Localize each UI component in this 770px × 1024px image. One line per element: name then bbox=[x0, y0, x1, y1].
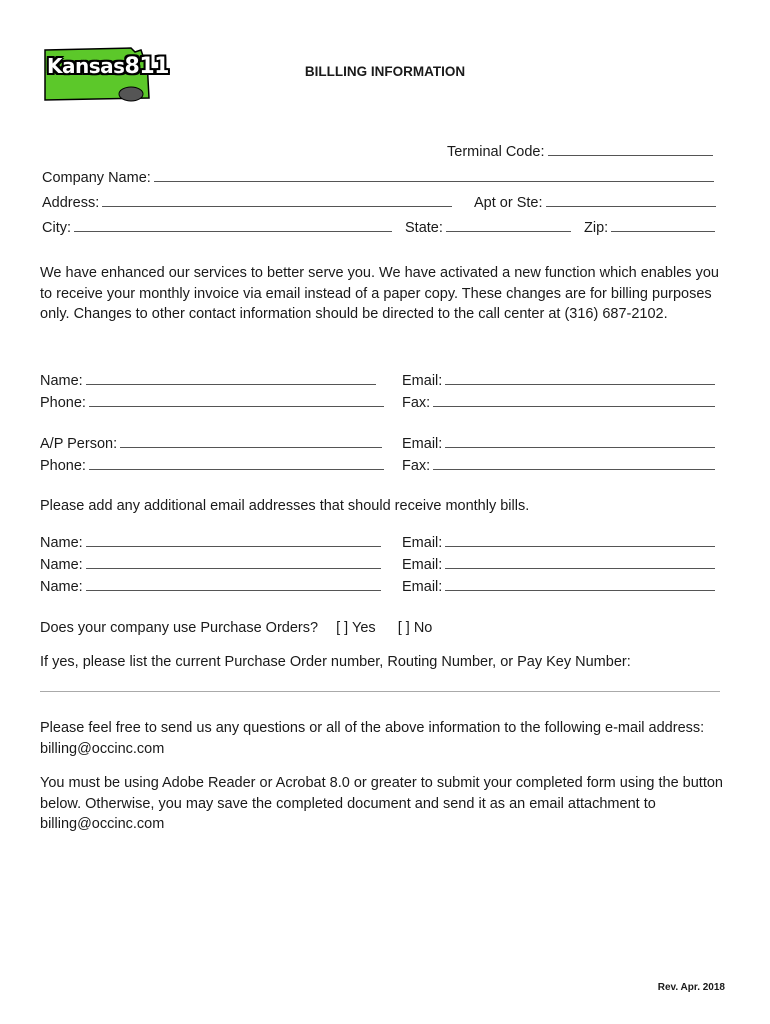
ap-person-field[interactable] bbox=[120, 447, 382, 448]
po-question-row bbox=[40, 620, 432, 636]
contact-phone-label: Phone: bbox=[40, 395, 86, 411]
zip-field[interactable] bbox=[611, 231, 715, 232]
apt-row bbox=[474, 191, 716, 211]
company-name-row bbox=[42, 166, 714, 186]
contact-email-label: Email: bbox=[402, 373, 443, 389]
contact-name-row bbox=[40, 369, 376, 389]
additional-email-field[interactable] bbox=[445, 568, 715, 569]
additional-email-field[interactable] bbox=[445, 546, 715, 547]
additional-name-field[interactable] bbox=[86, 568, 381, 569]
ap-fax-row bbox=[402, 454, 715, 474]
terminal-code-label: Terminal Code: bbox=[447, 144, 545, 160]
additional-name-label: Name: bbox=[40, 535, 83, 551]
ap-phone-label: Phone: bbox=[40, 458, 86, 474]
state-field[interactable] bbox=[446, 231, 571, 232]
contact-email-field[interactable] bbox=[445, 384, 715, 385]
company-name-label: Company Name: bbox=[42, 170, 151, 186]
terminal-code-row bbox=[447, 140, 713, 160]
apt-field[interactable] bbox=[546, 206, 716, 207]
apt-label: Apt or Ste: bbox=[474, 195, 543, 211]
terminal-code-field[interactable] bbox=[548, 155, 713, 156]
address-label: Address: bbox=[42, 195, 100, 211]
additional-name-label: Name: bbox=[40, 579, 83, 595]
additional-email-label: Email: bbox=[402, 579, 443, 595]
ap-fax-field[interactable] bbox=[433, 469, 715, 470]
contact-email-row bbox=[402, 369, 715, 389]
additional-name-label: Name: bbox=[40, 557, 83, 573]
additional-name-field[interactable] bbox=[86, 590, 381, 591]
po-question: Does your company use Purchase Orders? bbox=[40, 620, 319, 636]
po-number-field[interactable] bbox=[40, 691, 720, 692]
contact-phone-row bbox=[40, 391, 384, 411]
submit-note: You must be using Adobe Reader or Acrobat 8.0 or greater to submit your completed form using the button below. Otherwise, you may save the completed document and send it as an email attachment to billing@occinc.com bbox=[40, 775, 723, 832]
ap-phone-row bbox=[40, 454, 384, 474]
contact-fax-label: Fax: bbox=[402, 395, 431, 411]
contact-name-field[interactable] bbox=[86, 384, 376, 385]
page-title: BILLLING INFORMATION bbox=[304, 64, 466, 79]
additional-name-row-1 bbox=[40, 531, 381, 551]
additional-email-field[interactable] bbox=[445, 590, 715, 591]
city-field[interactable] bbox=[74, 231, 392, 232]
city-label: City: bbox=[42, 220, 71, 236]
additional-name-row-2 bbox=[40, 553, 381, 573]
contact-fax-row bbox=[402, 391, 715, 411]
ap-person-row bbox=[40, 432, 382, 452]
zip-row bbox=[584, 216, 715, 236]
po-no-checkbox[interactable]: [ ] No bbox=[397, 620, 433, 636]
contact-note: Please feel free to send us any questions or all of the above information to the following e-mail address: billing@occinc.com bbox=[40, 720, 705, 757]
contact-fax-field[interactable] bbox=[433, 406, 715, 407]
additional-name-field[interactable] bbox=[86, 546, 381, 547]
additional-email-label: Email: bbox=[402, 557, 443, 573]
logo-number: 811 bbox=[124, 54, 169, 79]
additional-email-row-2 bbox=[402, 553, 715, 573]
contact-name-label: Name: bbox=[40, 373, 83, 389]
ap-phone-field[interactable] bbox=[89, 469, 384, 470]
ap-email-row bbox=[402, 432, 715, 452]
additional-email-row-1 bbox=[402, 531, 715, 551]
city-row bbox=[42, 216, 392, 236]
ap-person-label: A/P Person: bbox=[40, 436, 118, 452]
zip-label: Zip: bbox=[584, 220, 609, 236]
additional-email-row-3 bbox=[402, 575, 715, 595]
logo-text: Kansas bbox=[47, 54, 125, 78]
additional-email-label: Email: bbox=[402, 535, 443, 551]
ap-email-label: Email: bbox=[402, 436, 443, 452]
address-row bbox=[42, 191, 452, 211]
revision-label: Rev. Apr. 2018 bbox=[657, 982, 725, 993]
po-yes-checkbox[interactable]: [ ] Yes bbox=[336, 620, 376, 636]
address-field[interactable] bbox=[102, 206, 452, 207]
state-row bbox=[405, 216, 571, 236]
additional-name-row-3 bbox=[40, 575, 381, 595]
intro-paragraph: We have enhanced our services to better serve you. We have activated a new function which enables you to receive your monthly invoice via email instead of a paper copy. These changes are for billing purposes only. Changes to other contact information should be directed to the call center at (316) 687-2102. bbox=[40, 265, 719, 322]
state-label: State: bbox=[405, 220, 443, 236]
company-name-field[interactable] bbox=[154, 181, 714, 182]
po-followup: If yes, please list the current Purchase Order number, Routing Number, or Pay Key Number: bbox=[40, 654, 631, 670]
additional-prompt: Please add any additional email addresses that should receive monthly bills. bbox=[40, 498, 530, 514]
ap-fax-label: Fax: bbox=[402, 458, 431, 474]
ap-email-field[interactable] bbox=[445, 447, 715, 448]
contact-phone-field[interactable] bbox=[89, 406, 384, 407]
